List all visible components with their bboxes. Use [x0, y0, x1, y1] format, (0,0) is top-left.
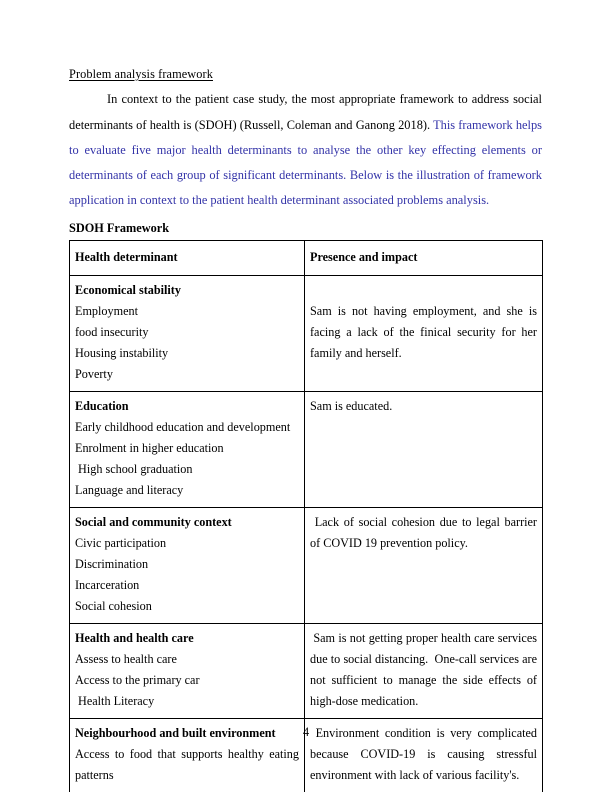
determinant-item: Access to food that supports healthy eating patterns [75, 746, 299, 782]
intro-paragraph [69, 87, 542, 213]
determinant-item: Employment [75, 303, 138, 318]
determinant-item: Assess to health care [75, 651, 177, 666]
determinant-cell [70, 623, 305, 718]
impact-text: Sam is not getting proper health care services due to social distancing. One-call services are not sufficient to manage the side effects of high-dose medication. [310, 630, 541, 708]
table-row [70, 391, 543, 507]
impact-text: Lack of social cohesion due to legal barrier of COVID 19 prevention policy. [310, 514, 541, 550]
page-title: Problem analysis framework [69, 67, 213, 81]
table-caption: SDOH Framework [69, 221, 170, 236]
impact-text: Sam is educated. [310, 398, 393, 413]
determinant-item: Language and literacy [75, 482, 184, 497]
page-number: 4 [302, 725, 310, 739]
determinant-item: food insecurity [75, 324, 149, 339]
determinant-item: Social cohesion [75, 598, 152, 613]
table-row [70, 507, 543, 623]
determinant-item: Incarceration [75, 577, 140, 592]
determinant-title: Education [75, 398, 129, 413]
determinant-item: Health Literacy [75, 693, 155, 708]
intro-paragraph-blue: This framework helps to evaluate five major health determinants to analyse the other key effecting elements or determinants of each group of significant determinants. Below is the illustration of framework application in context to the patient health determinant associated problems analysis. [69, 117, 543, 208]
sdoh-framework-table [69, 240, 543, 792]
impact-text: Environment condition is very complicated because COVID-19 is causing stressful environment with lack of various facility's. [310, 725, 541, 782]
determinant-title: Social and community context [75, 514, 232, 529]
impact-cell [305, 623, 543, 718]
determinant-item: Poverty [75, 366, 113, 381]
column-header-presence-impact: Presence and impact [305, 240, 543, 275]
determinant-cell [70, 507, 305, 623]
determinant-title: Neighbourhood and built environment [75, 725, 276, 740]
impact-cell [305, 275, 543, 391]
determinant-item: Housing instability [75, 345, 169, 360]
determinant-title: Economical stability [75, 282, 181, 297]
impact-cell [305, 391, 543, 507]
determinant-cell [70, 275, 305, 391]
intro-paragraph-black: In context to the patient case study, the most appropriate framework to address social determinants of health is (SDOH) (Russell, Coleman and Ganong 2018). [69, 92, 542, 132]
determinant-item: Enrolment in higher education [75, 440, 224, 455]
table-header-row [70, 240, 543, 275]
determinant-item: Early childhood education and development [75, 419, 291, 434]
table-row [70, 623, 543, 718]
table-row [70, 275, 543, 391]
impact-cell [305, 507, 543, 623]
impact-text: Sam is not having employment, and she is facing a lack of the finical security for her family and herself. [310, 303, 541, 360]
determinant-item: High school graduation [75, 461, 193, 476]
document-content [69, 68, 542, 792]
determinant-item: Access to the primary car [75, 672, 200, 687]
determinant-cell [70, 391, 305, 507]
determinant-item: Civic participation [75, 535, 167, 550]
determinant-title: Health and health care [75, 630, 194, 645]
column-header-health-determinant: Health determinant [70, 240, 305, 275]
determinant-item: Discrimination [75, 556, 149, 571]
